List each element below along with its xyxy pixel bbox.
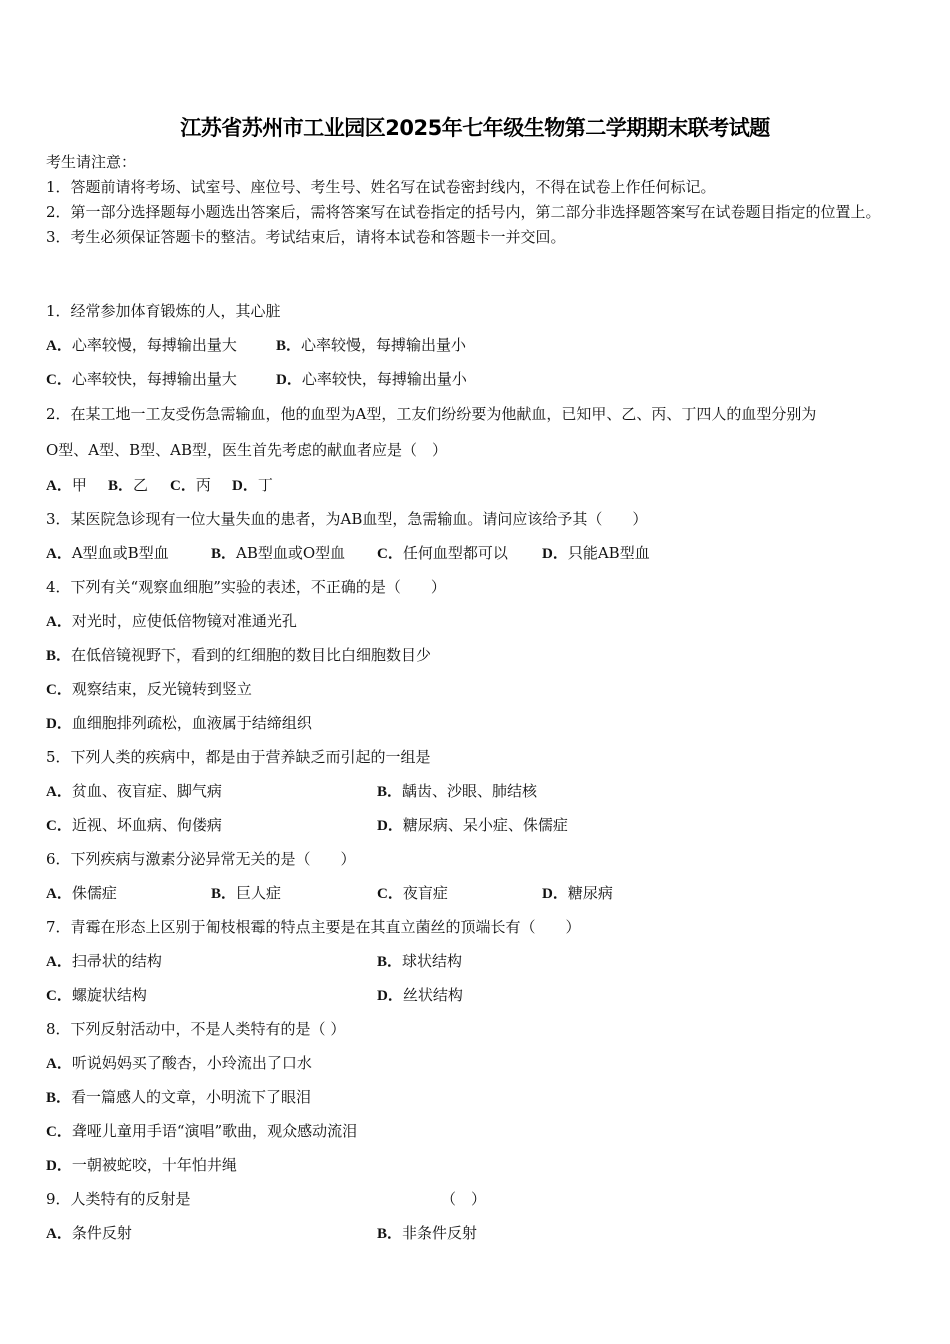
notice-item: 1．答题前请将考场、试室号、座位号、考生号、姓名写在试卷密封线内，不得在试卷上作任何标记。 xyxy=(46,178,716,196)
question-5-option-b[interactable]: B．龋齿、沙眼、肺结核 xyxy=(377,782,538,800)
question-9-answer-bracket: （ ） xyxy=(441,1190,487,1208)
question-4-option-b[interactable]: B．在低倍镜视野下，看到的红细胞的数目比白细胞数目少 xyxy=(46,646,432,664)
question-9-option-a[interactable]: A．条件反射 xyxy=(46,1224,132,1242)
question-6-option-a[interactable]: A．侏儒症 xyxy=(46,884,117,902)
question-3-option-a[interactable]: A．A型血或B型血 xyxy=(46,544,169,562)
question-2-option-b[interactable]: B．乙 xyxy=(108,476,149,494)
question-8-option-a[interactable]: A．听说妈妈买了酸杏，小玲流出了口水 xyxy=(46,1054,312,1072)
question-5-option-d[interactable]: D．糖尿病、呆小症、侏儒症 xyxy=(377,816,568,834)
question-4-option-d[interactable]: D．血细胞排列疏松，血液属于结缔组织 xyxy=(46,714,312,732)
question-6-stem: 6．下列疾病与激素分泌异常无关的是（ ） xyxy=(46,850,356,868)
question-8-option-d[interactable]: D．一朝被蛇咬，十年怕井绳 xyxy=(46,1156,237,1174)
question-3-option-c[interactable]: C．任何血型都可以 xyxy=(377,544,508,562)
question-1-option-b[interactable]: B．心率较慢，每搏输出量小 xyxy=(276,336,467,354)
question-2-option-a[interactable]: A．甲 xyxy=(46,476,87,494)
question-1-stem: 1．经常参加体育锻炼的人，其心脏 xyxy=(46,302,281,320)
question-6-option-d[interactable]: D．糖尿病 xyxy=(542,884,613,902)
question-8-stem: 8．下列反射活动中，不是人类特有的是（ ） xyxy=(46,1020,346,1038)
question-3-option-b[interactable]: B．AB型血或O型血 xyxy=(211,544,346,562)
question-4-stem: 4．下列有关“观察血细胞”实验的表述，不正确的是（ ） xyxy=(46,578,446,596)
question-7-stem: 7．青霉在形态上区别于匍枝根霉的特点主要是在其直立菌丝的顶端长有（ ） xyxy=(46,918,581,936)
question-5-option-a[interactable]: A．贫血、夜盲症、脚气病 xyxy=(46,782,222,800)
question-1-option-d[interactable]: D．心率较快，每搏输出量小 xyxy=(276,370,467,388)
question-1-option-c[interactable]: C．心率较快，每搏输出量大 xyxy=(46,370,237,388)
question-8-option-c[interactable]: C．聋哑儿童用手语“演唱”歌曲，观众感动流泪 xyxy=(46,1122,358,1140)
question-2-option-d[interactable]: D．丁 xyxy=(232,476,273,494)
question-8-option-b[interactable]: B．看一篇感人的文章，小明流下了眼泪 xyxy=(46,1088,312,1106)
question-6-option-c[interactable]: C．夜盲症 xyxy=(377,884,448,902)
page-title: 江苏省苏州市工业园区2025年七年级生物第二学期期末联考试题 xyxy=(180,116,770,140)
question-3-stem: 3．某医院急诊现有一位大量失血的患者，为AB血型，急需输血。请问应该给予其（ ） xyxy=(46,510,648,528)
question-5-option-c[interactable]: C．近视、坏血病、佝偻病 xyxy=(46,816,222,834)
notice-heading: 考生请注意： xyxy=(46,153,137,171)
question-3-option-d[interactable]: D．只能AB型血 xyxy=(542,544,650,562)
question-5-stem: 5．下列人类的疾病中，都是由于营养缺乏而引起的一组是 xyxy=(46,748,431,766)
notice-item: 3．考生必须保证答题卡的整洁。考试结束后，请将本试卷和答题卡一并交回。 xyxy=(46,228,566,246)
question-4-option-a[interactable]: A．对光时，应使低倍物镜对准通光孔 xyxy=(46,612,297,630)
question-7-option-a[interactable]: A．扫帚状的结构 xyxy=(46,952,162,970)
question-2-option-c[interactable]: C．丙 xyxy=(170,476,211,494)
question-2-stem-cont: O型、A型、B型、AB型，医生首先考虑的献血者应是（ ） xyxy=(46,441,448,459)
exam-notice xyxy=(46,150,906,250)
question-7-option-d[interactable]: D．丝状结构 xyxy=(377,986,463,1004)
notice-item: 2．第一部分选择题每小题选出答案后，需将答案写在试卷指定的括号内，第二部分非选择题答案写在试卷题目指定的位置上。 xyxy=(46,203,881,221)
question-9-option-b[interactable]: B．非条件反射 xyxy=(377,1224,478,1242)
question-1-option-a[interactable]: A．心率较慢，每搏输出量大 xyxy=(46,336,237,354)
question-7-option-c[interactable]: C．螺旋状结构 xyxy=(46,986,147,1004)
question-7-option-b[interactable]: B．球状结构 xyxy=(377,952,463,970)
question-4-option-c[interactable]: C．观察结束，反光镜转到竖立 xyxy=(46,680,252,698)
question-9-stem: 9．人类特有的反射是 xyxy=(46,1190,191,1208)
question-6-option-b[interactable]: B．巨人症 xyxy=(211,884,282,902)
question-2-stem: 2．在某工地一工友受伤急需输血，他的血型为A型，工友们纷纷要为他献血，已知甲、乙、丙、丁四人的血型分别为 xyxy=(46,405,817,423)
